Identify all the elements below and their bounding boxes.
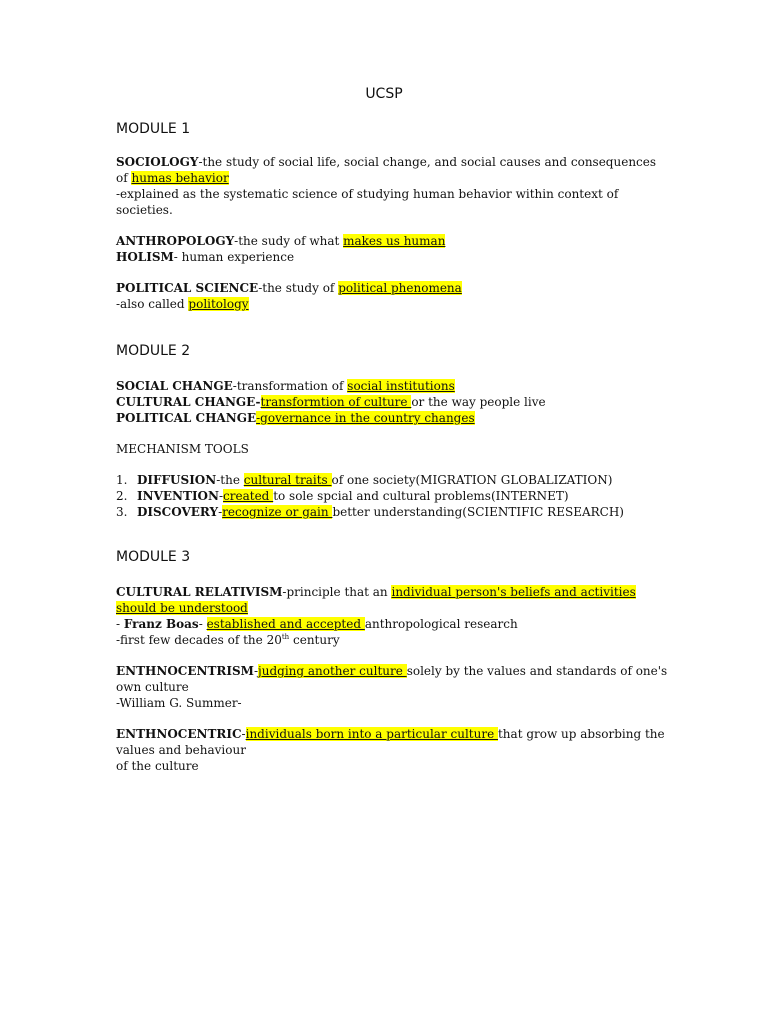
highlight: should be understood: [116, 601, 248, 615]
list-number: 1.: [116, 473, 128, 487]
list-term: DIFFUSION: [137, 473, 217, 487]
sociology-explanation: -explained as the systematic science of studying human behavior within context of: [116, 187, 619, 201]
sociology-definition: SOCIOLOGY-the study of social life, social change, and social causes and consequences: [116, 155, 657, 169]
political-science-alias: -also called politology: [116, 297, 249, 311]
highlight: individuals born into a particular culture: [245, 727, 498, 741]
cultural-relativism-definition: CULTURAL RELATIVISM-principle that an individual person's beliefs and activities: [116, 585, 636, 599]
anthropology-term: ANTHROPOLOGY: [116, 234, 235, 248]
highlight: humas behavior: [131, 171, 229, 185]
ethnocentric-term: ENTHNOCENTRIC: [116, 727, 242, 741]
ethnocentric-definition: ENTHNOCENTRIC-individuals born into a particular culture that grow up absorbing the: [116, 727, 665, 741]
highlight: judging another culture: [258, 664, 407, 678]
list-term: INVENTION: [137, 489, 219, 503]
highlight: transformtion of culture: [260, 395, 412, 409]
ethnocentrism-definition: ENTHNOCENTRISM-judging another culture solely by the values and standards of one's: [116, 664, 668, 678]
cultural-relativism-term: CULTURAL RELATIVISM: [116, 585, 283, 599]
ethnocentric-definition-cont: values and behaviour: [116, 743, 246, 757]
social-change-term: SOCIAL CHANGE: [116, 379, 233, 393]
ethnocentrism-term: ENTHNOCENTRISM: [116, 664, 254, 678]
political-change-term: POLITICAL CHANGE: [116, 411, 257, 425]
highlight: individual person's beliefs and activities: [391, 585, 636, 599]
highlight: -governance in the country changes: [256, 411, 475, 425]
module-1-heading: MODULE 1: [116, 121, 191, 137]
cultural-change-definition: CULTURAL CHANGE-transformtion of culture or the way people live: [116, 395, 546, 409]
holism-term: HOLISM: [116, 250, 174, 264]
list-number: 2.: [116, 489, 128, 503]
political-science-definition: POLITICAL SCIENCE-the study of political phenomena: [116, 281, 462, 295]
political-science-term: POLITICAL SCIENCE: [116, 281, 259, 295]
sociology-definition-cont: of humas behavior: [116, 171, 229, 185]
highlight: created: [223, 489, 274, 503]
list-item-diffusion: 1. DIFFUSION-the cultural traits of one society(MIGRATION GLOBALIZATION): [116, 473, 613, 487]
social-change-definition: SOCIAL CHANGE-transformation of social institutions: [116, 379, 455, 393]
holism-definition: HOLISM- human experience: [116, 250, 295, 264]
document-title: UCSP: [365, 86, 403, 102]
list-number: 3.: [116, 505, 128, 519]
anthropology-definition: ANTHROPOLOGY-the sudy of what makes us human: [116, 234, 446, 248]
highlight: political phenomena: [338, 281, 462, 295]
decades-line: -first few decades of the 20th century: [116, 633, 340, 647]
highlight: makes us human: [343, 234, 446, 248]
list-item-discovery: 3. DISCOVERY-recognize or gain better understanding(SCIENTIFIC RESEARCH): [116, 505, 624, 519]
highlight: recognize or gain: [222, 505, 333, 519]
highlight: cultural traits: [243, 473, 332, 487]
cultural-change-term: CULTURAL CHANGE-: [116, 395, 261, 409]
highlight: established and accepted: [206, 617, 365, 631]
franz-boas-name: Franz Boas: [123, 617, 199, 631]
highlight: politology: [188, 297, 249, 311]
ordinal-superscript: th: [281, 633, 290, 641]
franz-boas-line: - Franz Boas- established and accepted anthropological research: [116, 617, 518, 631]
module-3-heading: MODULE 3: [116, 549, 191, 565]
ethnocentrism-definition-cont: own culture: [116, 680, 189, 694]
list-term: DISCOVERY: [137, 505, 219, 519]
ethnocentric-definition-end: of the culture: [116, 759, 199, 773]
sociology-explanation-cont: societies.: [116, 203, 173, 217]
political-change-definition: [116, 410, 475, 426]
cultural-relativism-definition-cont: [116, 600, 248, 616]
mechanism-tools-heading: MECHANISM TOOLS: [116, 442, 249, 456]
module-2-heading: MODULE 2: [116, 343, 191, 359]
list-item-invention: 2. INVENTION-created to sole spcial and cultural problems(INTERNET): [116, 489, 569, 503]
sociology-term: SOCIOLOGY: [116, 155, 199, 169]
highlight: social institutions: [347, 379, 455, 393]
ethnocentrism-author: -William G. Summer-: [116, 696, 242, 710]
